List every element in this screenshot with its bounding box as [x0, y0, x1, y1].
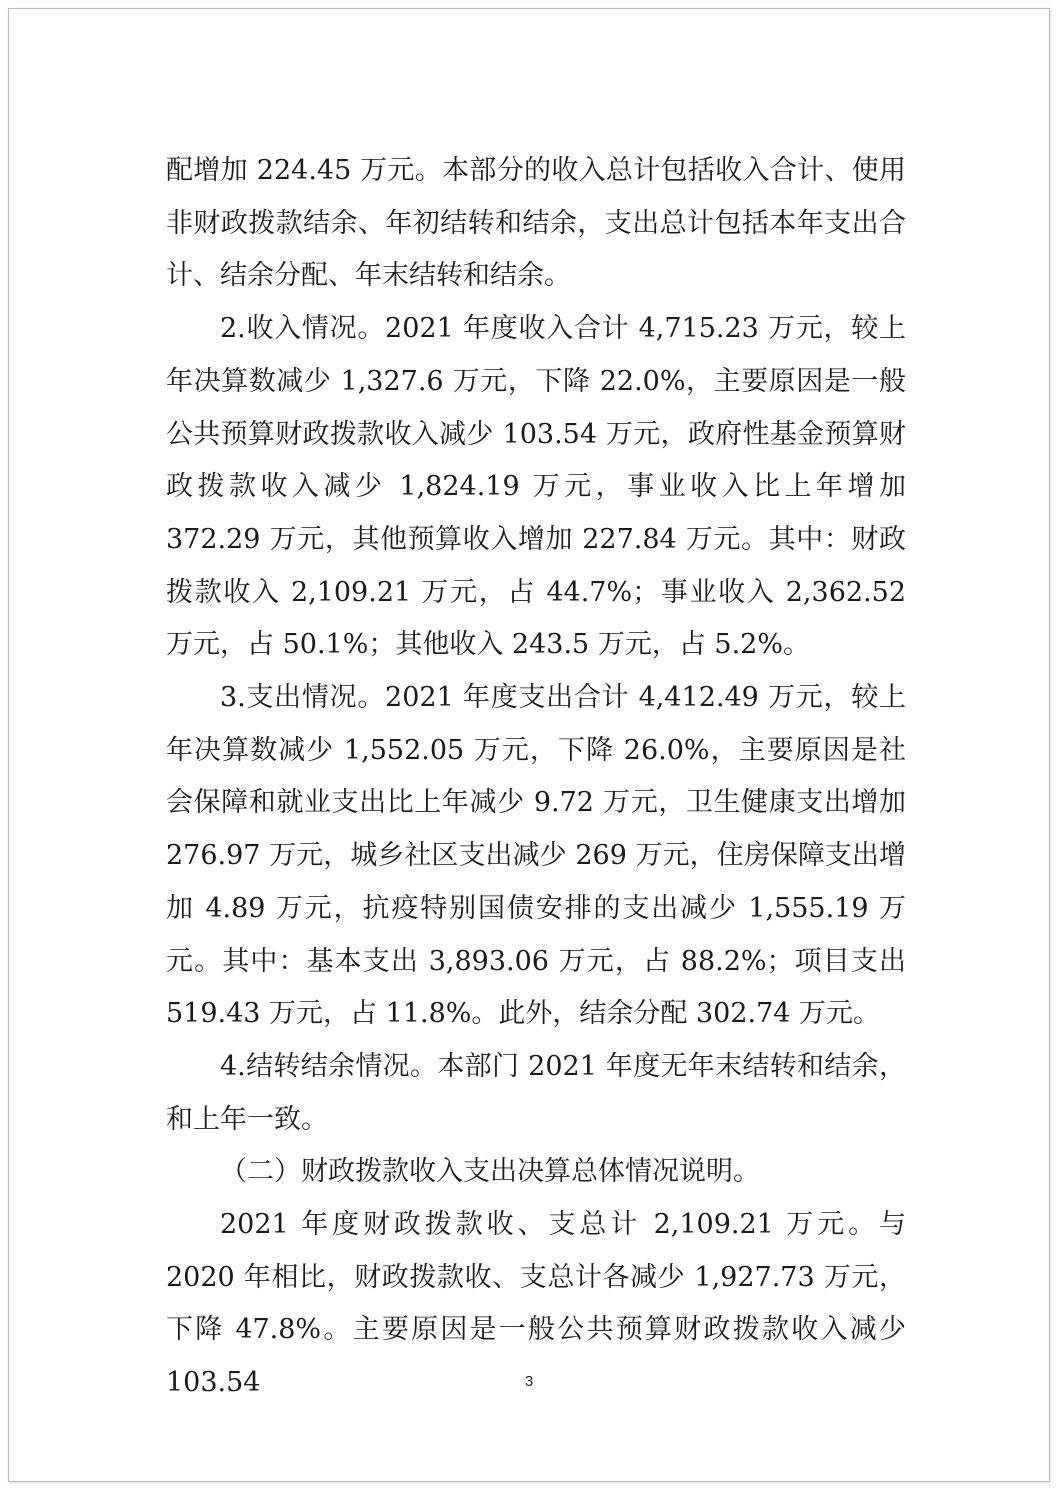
section-heading: （二）财政拨款收入支出决算总体情况说明。 [220, 1156, 760, 1188]
paragraph-fiscal-allocation: 2021 年度财政拨款收、支总计 2,109.21 万元。与 2020 年相比，财政拨款收、支总计各减少 1,927.73 万元，下降 47.8%。主要原因是一般公共预算财政拨款收入减少 103.54 [166, 1209, 906, 1399]
page-number: 3 [524, 1373, 534, 1390]
paragraph-carryover: 4.结转结余情况。本部门 2021 年度无年末结转和结余，和上年一致。 [166, 1050, 906, 1135]
paragraph-continuation: 配增加 224.45 万元。本部分的收入总计包括收入合计、使用非财政拨款结余、年初结转和结余，支出总计包括本年支出合计、结余分配、年末结转和结余。 [166, 155, 906, 292]
paragraph-expenditure: 3.支出情况。2021 年度支出合计 4,412.49 万元，较上年决算数减少 1,552.05 万元，下降 26.0%，主要原因是社会保障和就业支出比上年减少 9.72 万元，卫生健康支出增加 276.97 万元，城乡社区支出减少 269 万元，住房保障支出增加 4.89 万元，抗疫特别国债安排的支出减少 1,555.19 万元。其中：基本支出 3,893.06 万元，占 88.2%；项目支出 519.43 万元，占 11.8%。此外，结余分配 302.74 万元。 [166, 682, 906, 1030]
document-page [8, 8, 1050, 1482]
page-body [166, 145, 906, 1410]
paragraph-income: 2.收入情况。2021 年度收入合计 4,715.23 万元，较上年决算数减少 1,327.6 万元，下降 22.0%，主要原因是一般公共预算财政拨款收入减少 103.54 万元，政府性基金预算财政拨款收入减少 1,824.19 万元，事业收入比上年增加 372.29 万元，其他预算收入增加 227.84 万元。其中：财政拨款收入 2,109.21 万元，占 44.7%；事业收入 2,362.52 万元，占 50.1%；其他收入 243.5 万元，占 5.2%。 [166, 313, 906, 661]
